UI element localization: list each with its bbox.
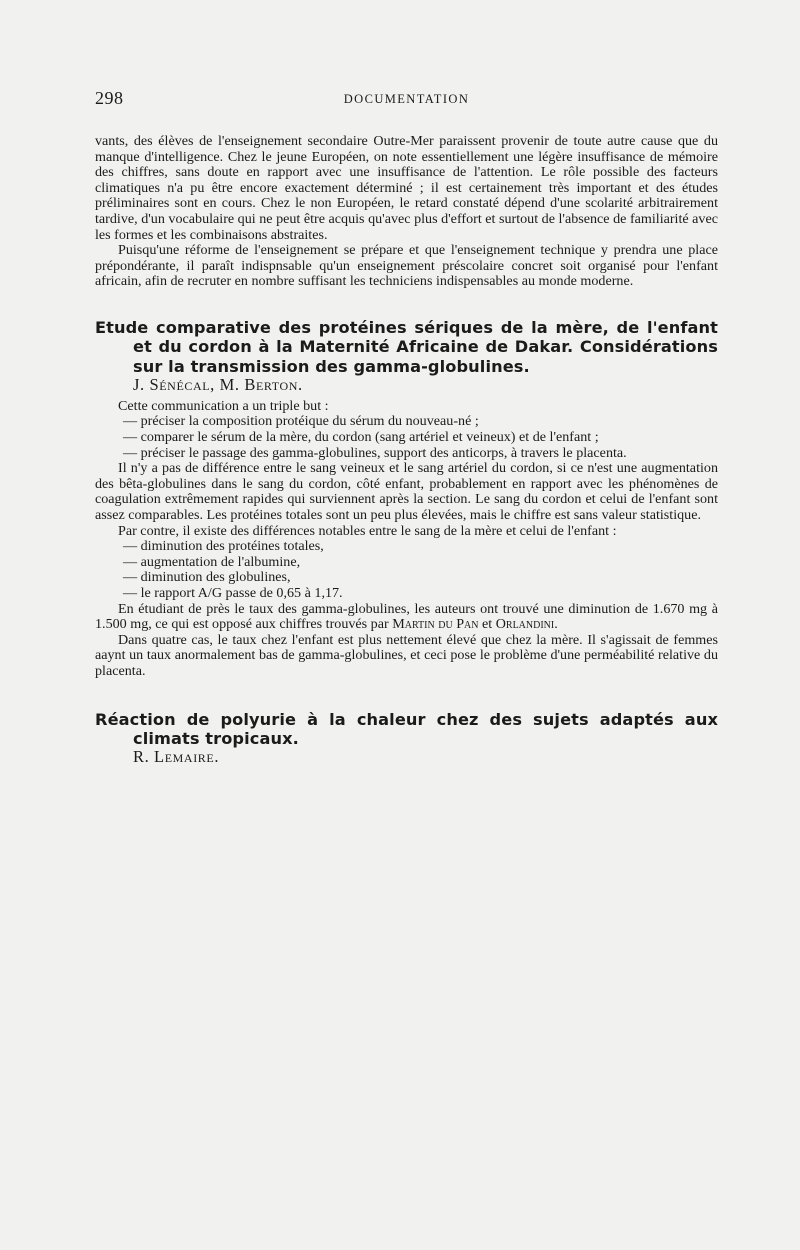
body-text: En étudiant de près le taux des gamma-globulines, les auteurs ont trouvé une diminution de 1.670 mg à 1.500 mg, ce qui est opposé aux chiffres trouvés par [95, 600, 718, 633]
list-item: — préciser le passage des gamma-globulines, support des anticorps, à travers le placenta. [123, 444, 627, 461]
body-paragraph [95, 602, 718, 633]
article-body [95, 399, 718, 680]
cited-author: Orlandini. [495, 616, 558, 633]
list-item: — préciser la composition protéique du sérum du nouveau-né ; [123, 413, 479, 430]
page-number: 298 [95, 88, 124, 108]
body-paragraph: Par contre, il existe des différences notables entre le sang de la mère et celui de l'enfant : [118, 522, 617, 539]
body-paragraph: Il n'y a pas de différence entre le sang veineux et le sang artériel du cordon, si ce n'est une augmentation des bêta-globulines dans le sang du cordon, côté enfant, probablement en rapport avec les phénomènes de coagulation extrêmement rapides qui surviennent après la section. Le sang du cordon et celui de l'enfant sont assez comparables. Les protéines totales sont un peu plus élevées, mais le chiffre est sans valeur statistique. [95, 460, 718, 523]
article-title: Etude comparative des protéines sériques de la mère, de l'enfant et du cordon à la Maternité Africaine de Dakar. Considérations sur la transmission des gamma-globulines. [95, 317, 718, 376]
article-authors: R. Lemaire. [133, 747, 220, 767]
list-item: — diminution des globulines, [123, 569, 291, 586]
intro-text [95, 134, 718, 290]
intro-paragraph: vants, des élèves de l'enseignement secondaire Outre-Mer paraissent provenir de toute autre cause que du manque d'intelligence. Chez le jeune Européen, on note essentiellement une légère insuffisance de mémoire des chiffres, sans doute en rapport avec une insuffisance de l'attention. Le rôle possible des facteurs climatiques n'a pu être encore exactement déterminé ; il est certainement très important et des études préliminaires sont en cours. Chez le non Européen, le retard constaté dépend d'une scolarité arbitrairement tardive, d'un vocabulaire qui ne peut être acquis qu'avec plus d'effort et surtout de l'absence de familiarité avec les formes et les combinaisons abstraites. [95, 133, 718, 243]
body-paragraph: Dans quatre cas, le taux chez l'enfant est plus nettement élevé que chez la mère. Il s'agissait de femmes aaynt un taux anormalement bas de gamma-globulines, et ceci pose le problème d'une perméabilité relative du placenta. [95, 631, 718, 679]
body-text: et [482, 616, 493, 633]
cited-author: Martin du Pan [392, 616, 479, 633]
list-item: — comparer le sérum de la mère, du cordon (sang artériel et veineux) et de l'enfant ; [123, 429, 599, 446]
article-authors: J. Sénécal, M. Berton. [133, 374, 303, 394]
intro-paragraph: Puisqu'une réforme de l'enseignement se prépare et que l'enseignement technique y prendra une place prépondérante, il paraît indispnsable qu'un enseignement préscolaire concret soit organisé pour l'enfant africain, afin de recruter en nombre suffisant les techniciens indispensables au monde moderne. [95, 242, 718, 290]
article-title: Réaction de polyurie à la chaleur chez des sujets adaptés aux climats tropicaux. [95, 709, 718, 748]
list-item: — diminution des protéines totales, [123, 538, 324, 555]
body-paragraph: Cette communication a un triple but : [118, 397, 329, 414]
running-title: DOCUMENTATION [343, 92, 470, 106]
list-item: — augmentation de l'albumine, [123, 553, 301, 570]
list-item: — le rapport A/G passe de 0,65 à 1,17. [123, 584, 343, 601]
running-header [95, 88, 718, 112]
